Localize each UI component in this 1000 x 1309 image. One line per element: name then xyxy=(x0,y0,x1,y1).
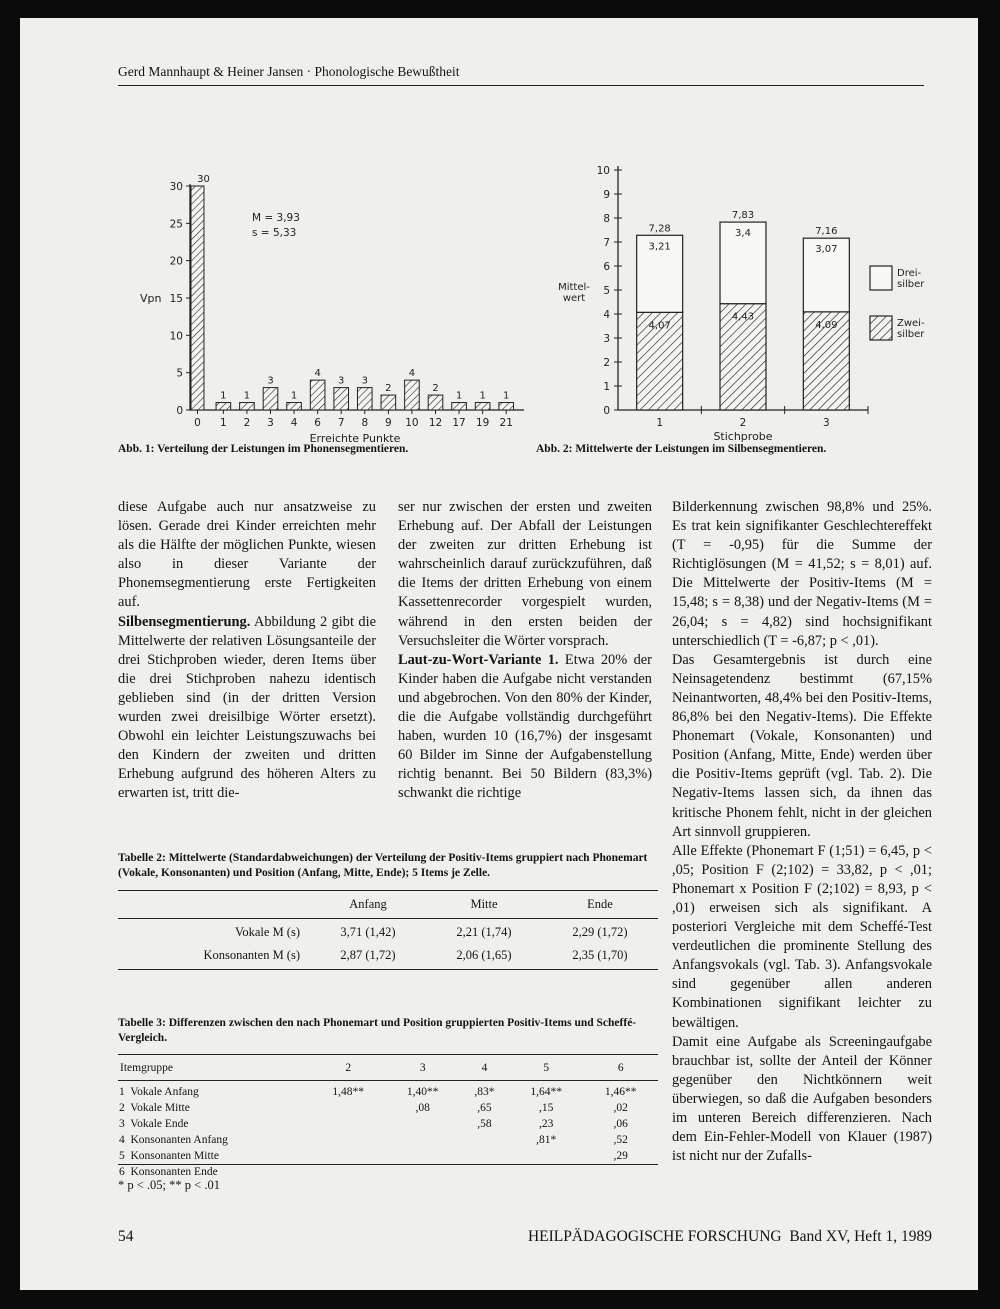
table-3-cell xyxy=(311,1100,385,1116)
x-tick-label: 2 xyxy=(739,417,747,429)
x-axis-label: Stichprobe xyxy=(713,430,773,443)
annotation-mean: M = 3,93 xyxy=(252,212,300,224)
table-3-cell xyxy=(460,1132,509,1148)
table-row xyxy=(118,1132,658,1148)
table-3 xyxy=(118,1054,658,1180)
table-3-header-cell: 6 xyxy=(617,1061,624,1074)
journal-name: HEILPÄDAGOGISCHE FORSCHUNG xyxy=(527,1228,782,1245)
table-3-cell xyxy=(385,1116,459,1132)
table-3-cell: ,06 xyxy=(613,1118,628,1130)
figure-2-text: Mittelwerte der Leistungen im Silbensegmentieren. xyxy=(575,443,827,455)
table-3-cell xyxy=(460,1164,509,1180)
data-label: 1 xyxy=(455,390,463,402)
x-tick-label: 3 xyxy=(822,417,830,429)
bar xyxy=(428,395,443,410)
x-tick-label: 1 xyxy=(656,417,664,429)
y-tick-label: 25 xyxy=(169,218,183,231)
table-row xyxy=(118,947,658,970)
y-axis-label: wert xyxy=(562,293,586,304)
table-3-cell: ,58 xyxy=(477,1118,492,1130)
table-2-cell: 2,06 (1,65) xyxy=(456,947,512,962)
table-3-cell: 1,40** xyxy=(406,1086,439,1098)
y-tick-label: 10 xyxy=(596,165,610,177)
journal-issue: Band XV, Heft 1, 1989 xyxy=(789,1228,932,1245)
data-label: 4 xyxy=(314,368,321,380)
y-tick-label: 0 xyxy=(176,405,183,417)
x-axis-label: Erreichte Punkte xyxy=(309,432,401,445)
table-2-header-cell: Mitte xyxy=(470,897,498,911)
table-3-cell: ,23 xyxy=(539,1118,554,1130)
bar xyxy=(334,388,349,410)
x-tick-label: 17 xyxy=(452,417,466,429)
header-rule xyxy=(118,85,924,86)
table-3-header-cell: 4 xyxy=(481,1061,488,1074)
x-tick-label: 12 xyxy=(428,417,443,429)
data-label-total: 7,83 xyxy=(731,210,755,222)
data-label: 3 xyxy=(267,375,274,387)
table-2-header-cell: Anfang xyxy=(349,897,387,911)
col2-paragraph-2-text: Etwa 20% der Kinder haben die Aufgabe nicht verstanden und abgebrochen. Von den 80% der Kinder, die die Aufgabe vollständig durchgeführt haben, wurden 10 (16,7%) der insgesamt 60 Bilder im Sinne der Aufgabenstellung richtig benannt. Bei 50 Bildern (83,3%) schwankt die richtige xyxy=(398,651,652,802)
table-2-cell: 2,29 (1,72) xyxy=(572,925,628,940)
table-3-cell: 1,64** xyxy=(530,1086,563,1098)
body-column-1 xyxy=(118,498,376,804)
table-2-caption: Tabelle 2: Mittelwerte (Standardabweichungen) der Verteilung der Positiv-Items gruppiert nach Phonemart (Vokale, Konsonanten) und Position (Anfang, Mitte, Ende); 5 Items je Zelle. xyxy=(118,852,648,879)
table-3-cell: ,65 xyxy=(477,1102,492,1114)
table-3-cell xyxy=(311,1116,385,1132)
x-tick-label: 7 xyxy=(337,417,345,429)
x-tick-label: 10 xyxy=(405,417,419,429)
y-tick-label: 0 xyxy=(603,405,610,417)
data-label: 30 xyxy=(197,174,210,185)
table-3-header-cell: Itemgruppe xyxy=(120,1061,174,1074)
data-label: 3 xyxy=(338,375,345,387)
table-3-cell xyxy=(311,1132,385,1148)
table-3-cell: 1,48** xyxy=(332,1086,365,1098)
y-tick-label: 20 xyxy=(169,255,183,268)
y-tick-label: 2 xyxy=(603,357,610,369)
bar xyxy=(216,403,231,410)
table-3-caption: Tabelle 3: Differenzen zwischen den nach Phonemart und Position gruppierten Positiv-Items und Scheffé-Vergleich. xyxy=(118,1017,637,1044)
figure-1-caption xyxy=(118,443,518,455)
table-3-bottom-rule xyxy=(118,1164,658,1165)
data-label-dreisilber: 3,07 xyxy=(815,244,838,256)
y-tick-label: 1 xyxy=(603,381,610,393)
table-2-cell: 3,71 (1,42) xyxy=(340,925,396,940)
x-tick-label: 6 xyxy=(314,417,321,429)
figure-1-text: Verteilung der Leistungen im Phonensegmentieren. xyxy=(157,443,409,455)
col3-paragraph-1: Bilderkennung zwischen 98,8% und 25%. Es trat kein signifikanter Geschlechtereffekt (T = -0,95) für die Summe der Richtiglösungen (M = 41,52; s = 8,01) auf. Die Mittelwerte der Positiv-Items (M = 15,48; s = 8,38) und der Negativ-Items (M = 26,04; s = 4,82) sind hochsignifikant unterschiedlich (T = -6,87; p < ,01). xyxy=(672,499,932,649)
figure-2-stacked-bars xyxy=(528,148,948,448)
data-label: 1 xyxy=(479,390,486,402)
table-3-cell xyxy=(311,1164,385,1180)
figure-1-label: Abb. 1: xyxy=(118,443,155,455)
col3-paragraph-3: Alle Effekte (Phonemart F (1;51) = 6,45, p < ,05; Position F (2;102) = 33,82, p < ,01; Phonemart x Position F (2;102) = 8,93, p < ,01) erweisen sich als signifikant. A posteriori Vergleiche mit dem Scheffé-Test verdeutlichen die prominente Stellung des Anfangsvokals (vgl. Tab. 3). Anfangsvokale sind gegenüber allen anderen Kombinationen signifikant leichter zu bewältigen. xyxy=(672,842,932,1031)
table-3-cell: ,02 xyxy=(613,1102,628,1114)
table-3-header-cell: 5 xyxy=(543,1061,550,1074)
col3-paragraph-2: Das Gesamtergebnis ist durch eine Neinsagetendenz bestimmt (67,15% Neinantworten, 48,4% bei den Positiv-Items, 86,8% bei den Negativ-Items). Die Effekte Phonemart (Vokale, Konsonanten) und Position (Anfang, Mitte, Ende) werden über die Positiv-Items geprüft (vgl. Tab. 2). Die Negativ-Items lassen sich, da ihnen das kritische Phonem fehlt, nicht in der gleichen Art sinnvoll gruppieren. xyxy=(672,651,932,840)
table-2-cell: 2,21 (1,74) xyxy=(456,925,512,940)
y-tick-label: 5 xyxy=(176,367,183,380)
y-tick-label: 30 xyxy=(169,181,183,193)
figure-2-label: Abb. 2: xyxy=(536,443,573,455)
table-3-cell: 3 Vokale Ende xyxy=(119,1118,189,1130)
data-label: 2 xyxy=(432,383,439,395)
table-3-cell: ,52 xyxy=(613,1134,628,1146)
bar xyxy=(475,403,490,410)
table-2-cell: Konsonanten M (s) xyxy=(203,947,300,962)
y-tick-label: 7 xyxy=(603,237,610,249)
col1-paragraph-2-text: Abbildung 2 gibt die Mittelwerte der relativen Lösungsanteile der drei Stichproben wieder, deren Items über die drei Stichproben nahezu identisch geblieben sind (in der dritten Version wurden zwei dreisilbige Wörter ersetzt). Obwohl ein leichter Leistungszuwachs bei den Kindern der zweiten und dritten Erhebung aufgrund des höheren Alters zu erwarten ist, tritt die- xyxy=(118,613,376,802)
col2-heading-laut-zu-wort: Laut-zu-Wort-Variante 1. xyxy=(398,651,559,668)
table-row xyxy=(118,1116,658,1132)
table-3-footnote: * p < .05; ** p < .01 xyxy=(118,1178,220,1192)
legend-label-zweisilber: Zwei- xyxy=(897,318,925,329)
table-2-header-cell xyxy=(118,891,310,919)
table-3-cell: ,83* xyxy=(474,1086,495,1098)
legend-swatch-dreisilber xyxy=(870,266,892,290)
bar xyxy=(240,403,255,410)
bar xyxy=(191,186,204,410)
y-tick-label: 4 xyxy=(603,309,610,321)
col2-paragraph-1: ser nur zwischen der ersten und zweiten Erhebung auf. Der Abfall der Leistungen der zweiten zur dritten Erhebung ist wahrscheinlich darauf zurückzuführen, daß die Items der dritten Erhebung von einem Kassettenrecorder vorgespielt wurden, während in den ersten beiden der Versuchsleiter die Wörter vorsprach. xyxy=(398,499,652,649)
running-header: Gerd Mannhaupt & Heiner Jansen · Phonologische Bewußtheit xyxy=(118,64,460,79)
y-axis-label: Mittel- xyxy=(558,282,590,293)
data-label: 1 xyxy=(503,390,510,402)
table-3-cell: 1 Vokale Anfang xyxy=(119,1086,199,1098)
data-label-total: 7,28 xyxy=(648,223,671,235)
table-3-cell: ,08 xyxy=(415,1102,430,1114)
table-3-cell xyxy=(460,1148,509,1164)
table-3-cell xyxy=(509,1164,583,1180)
data-label: 4 xyxy=(408,368,416,380)
figure-2-caption xyxy=(536,443,936,455)
y-tick-label: 3 xyxy=(603,333,610,345)
table-3-cell: 5 Konsonanten Mitte xyxy=(119,1150,219,1162)
data-label-dreisilber: 3,21 xyxy=(648,241,671,253)
y-tick-label: 5 xyxy=(603,285,610,297)
bar xyxy=(263,388,278,410)
journal-footer xyxy=(520,1228,932,1246)
table-2-cell: Vokale M (s) xyxy=(234,925,300,940)
x-tick-label: 8 xyxy=(361,417,369,429)
figure-1-histogram xyxy=(120,148,540,448)
data-label-zweisilber: 4,43 xyxy=(731,311,755,323)
data-label: 1 xyxy=(220,390,227,402)
col2-paragraph-2 xyxy=(398,651,652,804)
table-2-cell: 2,87 (1,72) xyxy=(340,947,396,962)
y-tick-label: 6 xyxy=(603,261,610,273)
y-tick-label: 15 xyxy=(169,293,183,305)
table-3-cell xyxy=(385,1148,459,1164)
legend-label-dreisilber: silber xyxy=(897,279,925,290)
y-tick-label: 9 xyxy=(603,189,610,201)
col1-paragraph-2 xyxy=(118,613,376,804)
data-label-zweisilber: 4,07 xyxy=(648,320,671,332)
table-3-cell: ,29 xyxy=(613,1150,628,1162)
data-label-zweisilber: 4,09 xyxy=(815,319,838,331)
bar xyxy=(357,388,372,410)
data-label: 1 xyxy=(290,390,298,402)
col3-paragraph-4: Damit eine Aufgabe als Screeningaufgabe brauchbar ist, sollte der Anteil der Könner gegenüber den Nichtkönnern weit überwiegen, so daß die Aufgaben besonders im unteren Bereich differenzieren. Nach dem Ein-Fehler-Modell von Klauer (1987) ist nicht nur der Zufalls- xyxy=(672,1033,932,1165)
table-3-cell xyxy=(385,1164,459,1180)
table-2 xyxy=(118,890,658,970)
table-row xyxy=(118,1100,658,1116)
legend-swatch-zweisilber xyxy=(870,316,892,340)
x-tick-label: 4 xyxy=(290,417,298,429)
col1-heading-silbensegmentierung: Silbensegmentierung. xyxy=(118,613,251,630)
x-tick-label: 3 xyxy=(267,417,274,429)
table-2-header-cell: Ende xyxy=(587,897,613,911)
table-row xyxy=(118,1148,658,1164)
data-label-total: 7,16 xyxy=(815,226,838,238)
page-number: 54 xyxy=(118,1228,134,1245)
table-3-header-cell: 2 xyxy=(345,1061,352,1074)
x-tick-label: 0 xyxy=(194,417,201,429)
bar xyxy=(452,403,467,410)
data-label: 2 xyxy=(385,383,392,395)
x-tick-label: 1 xyxy=(220,417,227,429)
body-column-2 xyxy=(398,498,652,804)
x-tick-label: 21 xyxy=(499,417,513,429)
bar xyxy=(405,380,420,410)
y-tick-label: 8 xyxy=(603,213,610,225)
table-3-cell: ,15 xyxy=(539,1102,554,1114)
bar xyxy=(499,403,514,410)
legend-label-dreisilber: Drei- xyxy=(897,268,922,279)
table-3-cell: 1,46** xyxy=(604,1086,637,1098)
table-3-cell: ,81* xyxy=(536,1134,557,1146)
x-tick-label: 2 xyxy=(243,417,251,429)
legend-label-zweisilber: silber xyxy=(897,329,925,340)
table-3-cell xyxy=(311,1148,385,1164)
bar xyxy=(310,380,325,410)
table-row xyxy=(118,919,658,947)
paper-page xyxy=(20,18,978,1290)
col1-paragraph-1: diese Aufgabe auch nur ansatzweise zu lösen. Gerade drei Kinder erreichten mehr als die Hälfte der möglichen Punkte, wiesen also in dieser Variante der Phonemsegmentierung erste Fertigkeiten auf. xyxy=(118,499,376,611)
x-tick-label: 9 xyxy=(385,417,392,429)
bar xyxy=(381,395,396,410)
table-3-cell: 2 Vokale Mitte xyxy=(119,1102,190,1114)
table-2-cell: 2,35 (1,70) xyxy=(572,947,628,962)
table-3-cell: 4 Konsonanten Anfang xyxy=(119,1134,228,1146)
table-3-cell xyxy=(583,1164,658,1180)
bar xyxy=(287,403,302,410)
data-label: 3 xyxy=(361,375,368,387)
annotation-sd: s = 5,33 xyxy=(252,227,297,239)
table-3-header-cell: 3 xyxy=(419,1061,426,1074)
body-column-3 xyxy=(672,498,932,1166)
table-3-cell xyxy=(509,1148,583,1164)
y-tick-label: 10 xyxy=(169,330,183,343)
x-tick-label: 19 xyxy=(475,417,490,429)
data-label-dreisilber: 3,4 xyxy=(735,228,751,240)
table-3-cell xyxy=(385,1132,459,1148)
table-row xyxy=(118,1081,658,1101)
data-label: 1 xyxy=(243,390,251,402)
table-3-cell: 6 Konsonanten Ende xyxy=(119,1166,218,1178)
y-axis-label: Vpn xyxy=(140,292,162,305)
